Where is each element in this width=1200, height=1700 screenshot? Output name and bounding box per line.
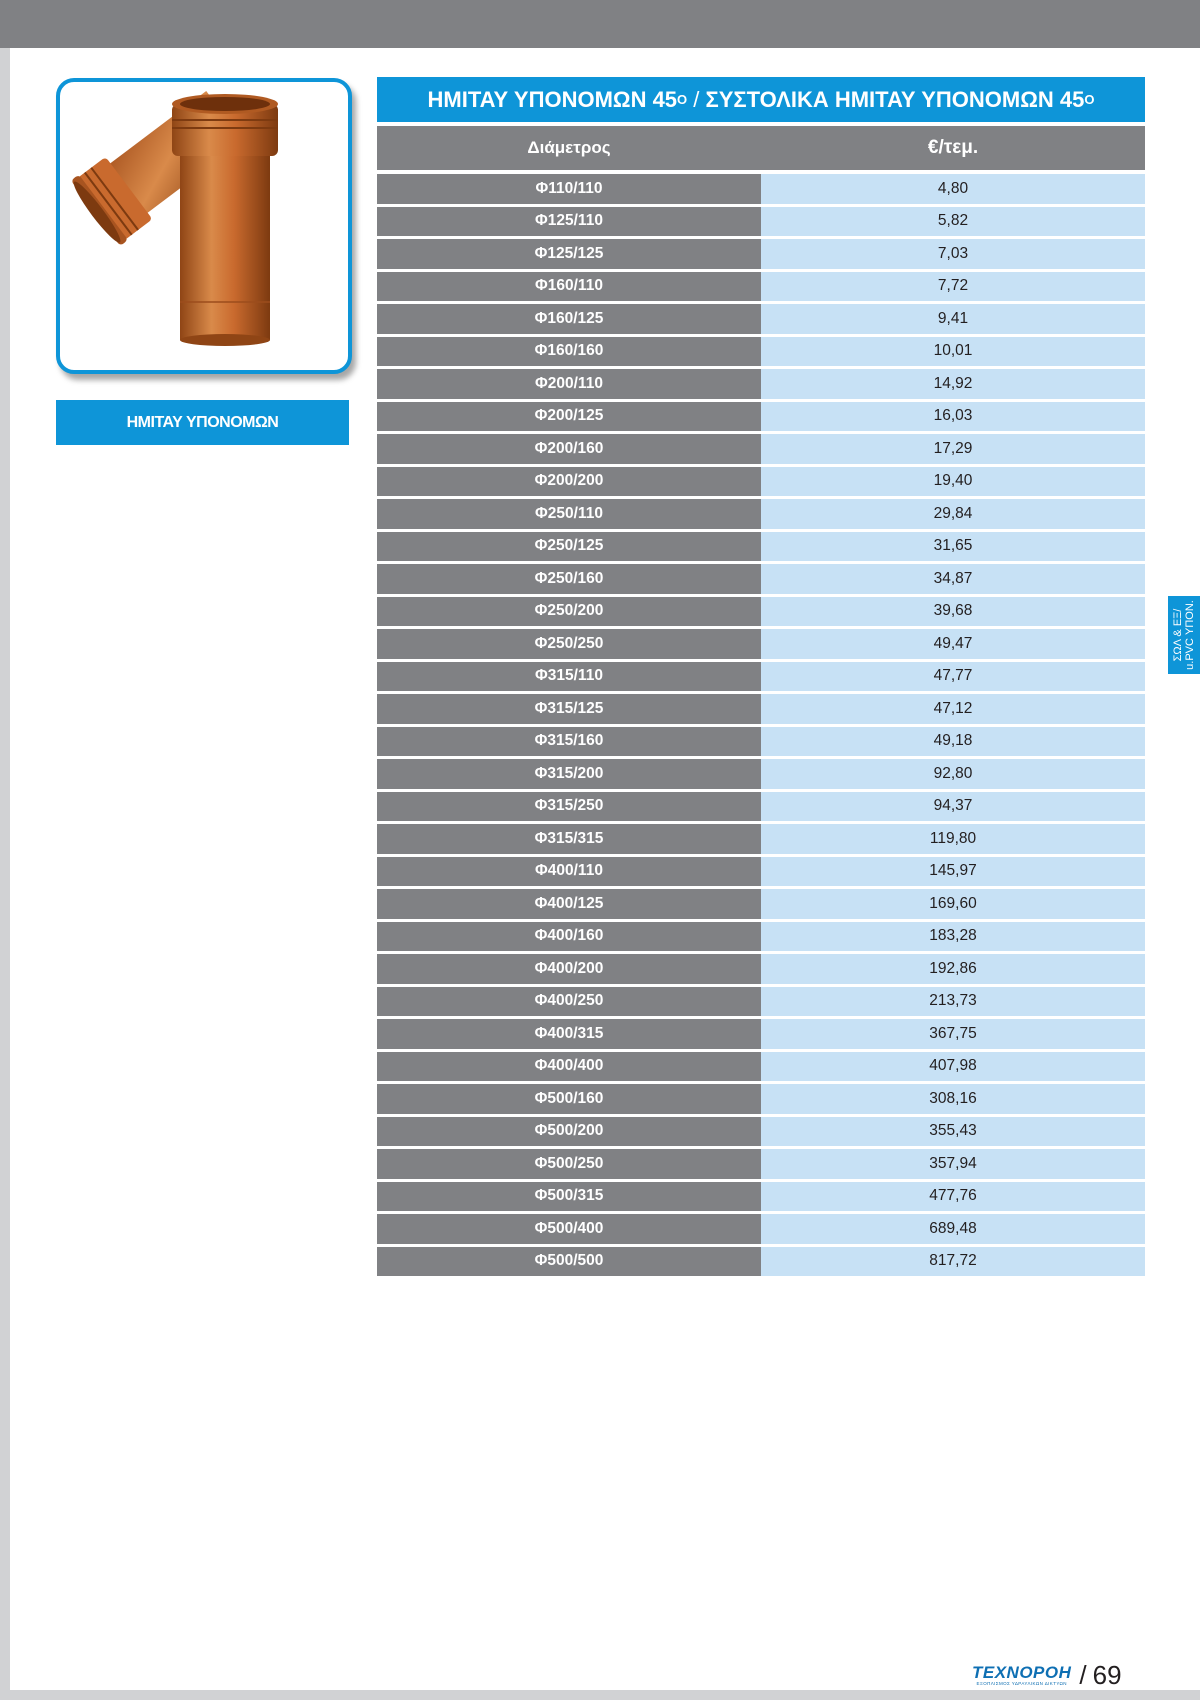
diameter-cell: Φ400/160 [377, 922, 761, 952]
table-row [377, 304, 1145, 334]
diameter-cell: Φ110/110 [377, 174, 761, 204]
page-footer [972, 1656, 1122, 1694]
brand-tagline: ΕΞΟΠΛΙΣΜΟΣ ΥΔΡΑΥΛΙΚΩΝ ΔΙΚΤΥΩΝ [976, 1680, 1067, 1686]
price-cell: 47,77 [761, 662, 1145, 692]
top-bar [0, 0, 1200, 48]
table-row [377, 1052, 1145, 1082]
table-title [377, 77, 1145, 122]
page-separator: / [1079, 1659, 1087, 1690]
table-row [377, 239, 1145, 269]
table-header [377, 126, 1145, 170]
price-cell: 31,65 [761, 532, 1145, 562]
diameter-cell: Φ400/110 [377, 857, 761, 887]
price-cell: 49,47 [761, 629, 1145, 659]
table-row [377, 499, 1145, 529]
diameter-cell: Φ400/200 [377, 954, 761, 984]
table-row [377, 272, 1145, 302]
degree-sign-1: O [677, 92, 688, 107]
diameter-cell: Φ250/125 [377, 532, 761, 562]
table-row [377, 629, 1145, 659]
diameter-cell: Φ125/125 [377, 239, 761, 269]
price-cell: 49,18 [761, 727, 1145, 757]
table-row [377, 434, 1145, 464]
diameter-cell: Φ160/160 [377, 337, 761, 367]
price-cell: 47,12 [761, 694, 1145, 724]
product-label: ΗΜΙΤΑΥ ΥΠΟΝΟΜΩΝ [56, 400, 349, 445]
diameter-cell: Φ500/200 [377, 1117, 761, 1147]
price-cell: 7,03 [761, 239, 1145, 269]
price-cell: 367,75 [761, 1019, 1145, 1049]
price-cell: 16,03 [761, 402, 1145, 432]
pipe-fitting-image [60, 82, 348, 370]
brand-logo [972, 1664, 1071, 1687]
price-cell: 9,41 [761, 304, 1145, 334]
price-cell: 4,80 [761, 174, 1145, 204]
degree-sign-2: O [1084, 92, 1095, 107]
price-cell: 5,82 [761, 207, 1145, 237]
price-cell: 29,84 [761, 499, 1145, 529]
price-cell: 213,73 [761, 987, 1145, 1017]
table-row [377, 174, 1145, 204]
diameter-cell: Φ315/110 [377, 662, 761, 692]
table-row [377, 467, 1145, 497]
price-cell: 355,43 [761, 1117, 1145, 1147]
diameter-cell: Φ400/125 [377, 889, 761, 919]
price-cell: 92,80 [761, 759, 1145, 789]
price-cell: 17,29 [761, 434, 1145, 464]
table-row [377, 1019, 1145, 1049]
price-cell: 145,97 [761, 857, 1145, 887]
title-part-2: ΣΥΣΤΟΛΙΚΑ ΗΜΙΤΑΥ ΥΠΟΝΟΜΩΝ 45 [705, 86, 1085, 112]
diameter-cell: Φ400/250 [377, 987, 761, 1017]
diameter-cell: Φ160/110 [377, 272, 761, 302]
table-row [377, 1117, 1145, 1147]
table-row [377, 954, 1145, 984]
diameter-cell: Φ500/315 [377, 1182, 761, 1212]
side-tab-line-1: ΣΩΛ & ΕΞ/ [1172, 608, 1184, 662]
diameter-cell: Φ500/250 [377, 1149, 761, 1179]
diameter-cell: Φ315/125 [377, 694, 761, 724]
price-cell: 407,98 [761, 1052, 1145, 1082]
table-row [377, 987, 1145, 1017]
page-number: 69 [1092, 1659, 1122, 1690]
table-row [377, 857, 1145, 887]
diameter-cell: Φ400/400 [377, 1052, 761, 1082]
column-header-diameter: Διάμετρος [527, 138, 611, 157]
table-row [377, 1084, 1145, 1114]
table-row [377, 337, 1145, 367]
price-cell: 192,86 [761, 954, 1145, 984]
table-row [377, 564, 1145, 594]
table-row [377, 727, 1145, 757]
diameter-cell: Φ200/160 [377, 434, 761, 464]
price-cell: 34,87 [761, 564, 1145, 594]
table-row [377, 1247, 1145, 1277]
column-header-price: €/τεμ. [927, 137, 979, 158]
price-table-body [377, 174, 1145, 1279]
price-cell: 689,48 [761, 1214, 1145, 1244]
diameter-cell: Φ250/250 [377, 629, 761, 659]
table-row [377, 824, 1145, 854]
table-row [377, 759, 1145, 789]
diameter-cell: Φ160/125 [377, 304, 761, 334]
price-cell: 183,28 [761, 922, 1145, 952]
diameter-cell: Φ500/500 [377, 1247, 761, 1277]
price-cell: 119,80 [761, 824, 1145, 854]
price-cell: 19,40 [761, 467, 1145, 497]
left-edge-strip [0, 48, 10, 1700]
diameter-cell: Φ315/250 [377, 792, 761, 822]
table-row [377, 662, 1145, 692]
table-row [377, 889, 1145, 919]
diameter-cell: Φ200/200 [377, 467, 761, 497]
table-row [377, 1149, 1145, 1179]
product-image-frame [56, 78, 352, 374]
diameter-cell: Φ400/315 [377, 1019, 761, 1049]
price-cell: 169,60 [761, 889, 1145, 919]
section-side-tab[interactable] [1168, 596, 1200, 674]
diameter-cell: Φ315/200 [377, 759, 761, 789]
side-tab-line-2: u.PVC ΥΠΟΝ. [1184, 600, 1196, 670]
diameter-cell: Φ200/110 [377, 369, 761, 399]
price-cell: 477,76 [761, 1182, 1145, 1212]
side-tab-label [1172, 600, 1196, 670]
price-cell: 10,01 [761, 337, 1145, 367]
title-separator: / [687, 86, 706, 112]
table-row [377, 694, 1145, 724]
title-part-1: ΗΜΙΤΑΥ ΥΠΟΝΟΜΩΝ 45 [427, 86, 678, 112]
price-cell: 7,72 [761, 272, 1145, 302]
table-row [377, 207, 1145, 237]
diameter-cell: Φ250/160 [377, 564, 761, 594]
diameter-cell: Φ500/160 [377, 1084, 761, 1114]
table-row [377, 369, 1145, 399]
table-row [377, 792, 1145, 822]
price-cell: 308,16 [761, 1084, 1145, 1114]
brand-name: ΤΕΧΝΟΡΟΗ [972, 1662, 1072, 1682]
table-row [377, 922, 1145, 952]
price-cell: 357,94 [761, 1149, 1145, 1179]
price-cell: 39,68 [761, 597, 1145, 627]
diameter-cell: Φ315/160 [377, 727, 761, 757]
diameter-cell: Φ200/125 [377, 402, 761, 432]
diameter-cell: Φ250/200 [377, 597, 761, 627]
diameter-cell: Φ500/400 [377, 1214, 761, 1244]
price-cell: 94,37 [761, 792, 1145, 822]
table-row [377, 597, 1145, 627]
table-row [377, 1182, 1145, 1212]
diameter-cell: Φ250/110 [377, 499, 761, 529]
diameter-cell: Φ315/315 [377, 824, 761, 854]
diameter-cell: Φ125/110 [377, 207, 761, 237]
price-cell: 14,92 [761, 369, 1145, 399]
price-cell: 817,72 [761, 1247, 1145, 1277]
table-row [377, 1214, 1145, 1244]
table-row [377, 402, 1145, 432]
table-row [377, 532, 1145, 562]
